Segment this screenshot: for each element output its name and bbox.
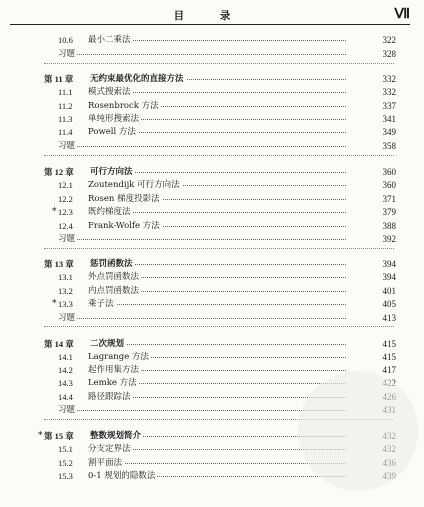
section-number: 11.3 [58,114,73,124]
entry-page-number: 371 [382,194,396,204]
entry-title: 起作用集方法 [88,365,140,375]
entry-title: 分支定界法 [88,444,131,454]
section-divider [44,155,394,156]
entry-title: 惩罚函数法 [90,259,133,269]
page-number-roman: Ⅶ [394,7,410,22]
toc-section-row[interactable] [0,220,424,233]
entry-title: 路径跟踪法 [88,392,131,402]
entry-page-number: 341 [382,114,396,124]
entry-title: Frank-Wolfe 方法 [88,221,160,231]
section-number: 13.1 [58,272,73,282]
chapter-number: 第 13 章 [44,259,74,269]
entry-title: 习题 [58,313,76,323]
section-divider [44,326,394,327]
toc-section-row[interactable] [0,285,424,298]
page-title: 目 录 [173,10,247,22]
entry-page-number: 332 [382,87,396,97]
entry-page-number: 388 [382,221,396,231]
toc-chapter-row[interactable] [0,258,424,271]
dot-leader [90,344,346,345]
entry-page-number: 360 [382,180,396,190]
optional-mark: * [52,299,57,309]
dot-leader [58,146,346,147]
entry-page-number: 337 [382,101,396,111]
section-number: 13.2 [58,286,73,296]
entry-title: 最小二乘法 [88,35,131,45]
entry-title: Rosen 梯度投影法 [88,194,160,204]
toc-chapter-row[interactable] [0,166,424,179]
section-number: 11.2 [58,101,73,111]
entry-title: 二次规划 [90,339,125,349]
entry-title: 模式搜索法 [88,87,131,97]
toc-section-row[interactable] [0,193,424,206]
toc-section-row[interactable] [0,179,424,192]
section-number: 15.1 [58,444,73,454]
section-number: 12.1 [58,180,73,190]
entry-title: 习题 [58,405,76,415]
entry-title: 单纯形搜索法 [88,114,140,124]
dot-leader [88,304,346,305]
section-number: 12.4 [58,221,73,231]
entry-page-number: 379 [382,207,396,217]
toc-section-row[interactable] [0,100,424,113]
chapter-number: 第 11 章 [44,74,74,84]
entry-page-number: 394 [382,272,396,282]
entry-title: Lemke 方法 [88,378,137,388]
entry-page-number: 328 [382,49,396,59]
entry-page-number: 394 [382,259,396,269]
entry-title: 可行方向法 [90,167,133,177]
toc-exercise-row[interactable] [0,48,424,61]
optional-mark: * [52,207,57,217]
entry-page-number: 392 [382,234,396,244]
entry-title: 习题 [58,49,76,59]
entry-page-number: 405 [382,299,396,309]
section-divider [44,248,394,249]
toc-section-row[interactable] [0,298,424,311]
entry-page-number: 360 [382,167,396,177]
entry-page-number: 413 [382,313,396,323]
chapter-number: 第 14 章 [44,339,74,349]
entry-title: 割平面法 [88,458,123,468]
chapter-number: 第 15 章 [44,431,74,441]
entry-page-number: 358 [382,141,396,151]
entry-title: 习题 [58,141,76,151]
entry-page-number: 415 [382,352,396,362]
toc-section-row[interactable] [0,86,424,99]
dot-leader [58,54,346,55]
chapter-number: 第 12 章 [44,167,74,177]
section-number: 11.4 [58,127,73,137]
section-number: 14.1 [58,352,73,362]
section-number: 15.2 [58,458,73,468]
page-header [10,8,410,25]
entry-title: 外点罚函数法 [88,272,140,282]
toc-section-row[interactable] [0,351,424,364]
toc-exercise-row[interactable] [0,233,424,246]
toc-exercise-row[interactable] [0,312,424,325]
toc-chapter-row[interactable] [0,338,424,351]
entry-page-number: 401 [382,286,396,296]
section-number: 12.2 [58,194,73,204]
dot-leader [58,239,346,240]
toc-section-row[interactable] [0,206,424,219]
toc-chapter-row[interactable] [0,73,424,86]
section-number: 10.6 [58,35,73,45]
watermark-seal [298,371,418,491]
entry-page-number: 322 [382,35,396,45]
toc-section-row[interactable] [0,271,424,284]
entry-page-number: 415 [382,339,396,349]
section-number: 14.2 [58,365,73,375]
section-number: 12.3 [58,207,73,217]
entry-title: 乘子法 [88,299,114,309]
entry-title: Lagrange 方法 [88,352,149,362]
section-number: 13.3 [58,299,73,309]
section-number: 11.1 [58,87,73,97]
toc-exercise-row[interactable] [0,140,424,153]
optional-mark: * [38,431,43,441]
entry-title: 习题 [58,234,76,244]
entry-title: Powell 方法 [88,127,136,137]
entry-title: Zoutendijk 可行方向法 [88,180,180,190]
entry-page-number: 417 [382,365,396,375]
entry-title: 整数规划简介 [90,431,142,441]
section-number: 14.3 [58,378,73,388]
section-number: 15.3 [58,471,73,481]
section-divider [44,63,394,64]
toc-section-row[interactable] [0,113,424,126]
entry-title: 内点罚函数法 [88,286,140,296]
entry-title: 0-1 规划的隐数法 [88,471,156,481]
section-number: 14.4 [58,392,73,402]
toc-section-row[interactable] [0,126,424,139]
dot-leader [58,318,346,319]
entry-title: 既约梯度法 [88,207,131,217]
entry-title: Rosenbrock 方法 [88,101,159,111]
entry-page-number: 332 [382,74,396,84]
toc-section-row[interactable] [0,34,424,47]
entry-page-number: 349 [382,127,396,137]
entry-title: 无约束最优化的直接方法 [90,74,184,84]
